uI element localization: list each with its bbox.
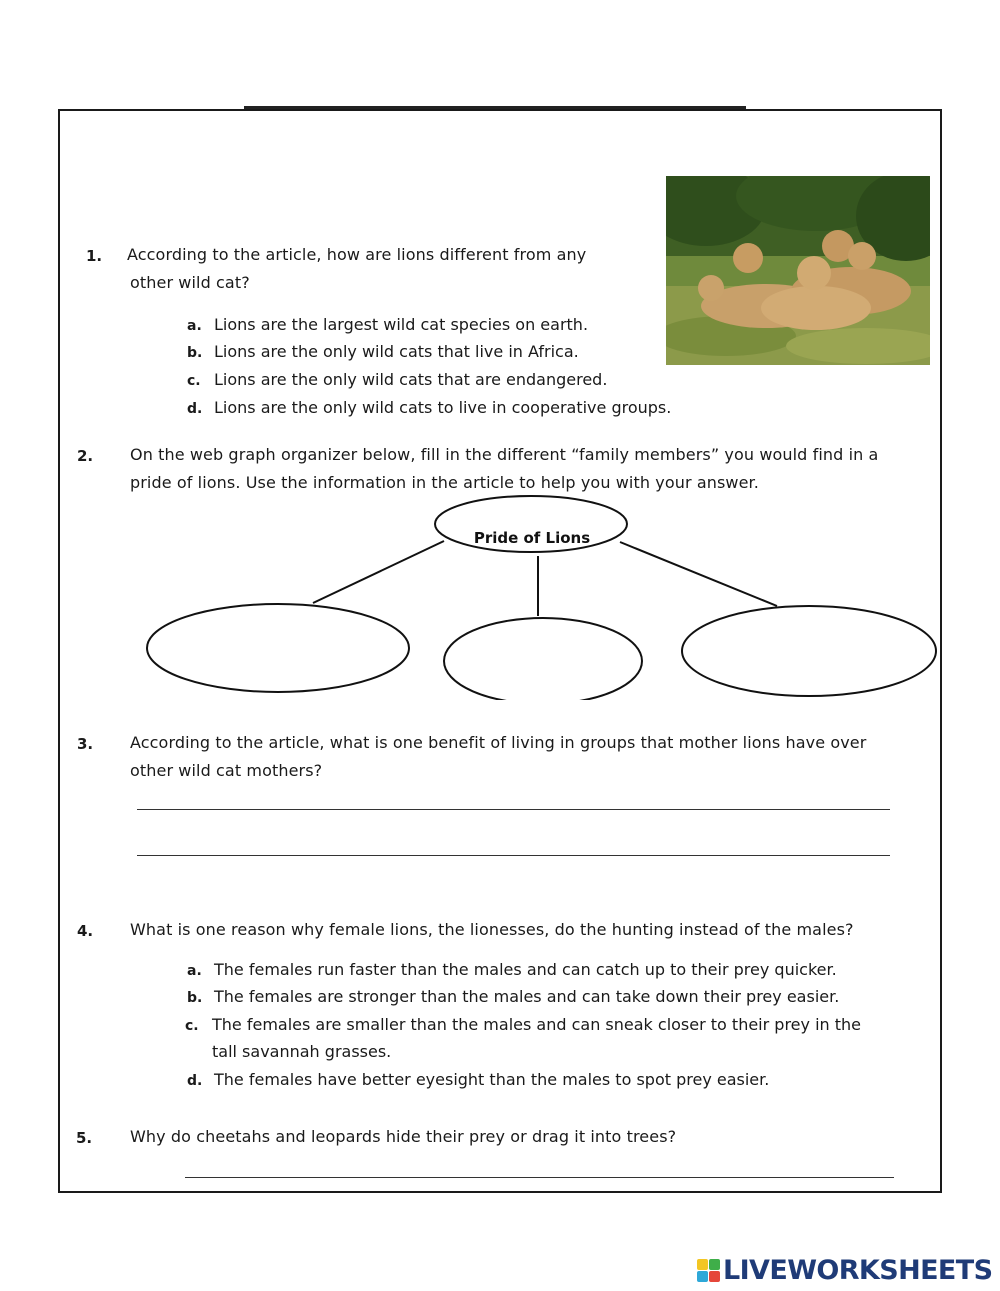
web-connector-left: [313, 541, 444, 603]
question-4-number: 4.: [77, 922, 94, 940]
q4-option-c[interactable]: [185, 1011, 861, 1040]
option-text: The females are smaller than the males and can sneak closer to their prey in the: [212, 1015, 861, 1034]
question-1-text-cont: other wild cat?: [130, 273, 250, 292]
question-2-text: On the web graph organizer below, fill in the different “family members” you would find in a: [130, 445, 879, 464]
question-1-text: According to the article, how are lions different from any: [127, 245, 587, 264]
option-text: Lions are the only wild cats that are endangered.: [214, 370, 608, 389]
option-letter: a.: [187, 963, 202, 979]
question-1-number: 1.: [86, 247, 103, 265]
web-answer-bubble-right[interactable]: [682, 606, 936, 696]
question-3-text-cont: other wild cat mothers?: [130, 761, 323, 780]
web-answer-bubble-left[interactable]: [147, 604, 409, 692]
option-letter: d.: [187, 1073, 203, 1089]
option-text: The females are stronger than the males and can take down their prey easier.: [214, 987, 840, 1006]
logo-icon: [697, 1259, 720, 1282]
question-3-number: 3.: [77, 735, 94, 753]
question-5-number: 5.: [76, 1129, 93, 1147]
q4-option-b[interactable]: [187, 983, 839, 1012]
liveworksheets-logo[interactable]: [697, 1253, 992, 1287]
web-connector-right: [620, 542, 777, 606]
option-letter: b.: [187, 990, 203, 1006]
lions-photo: [666, 176, 930, 365]
q1-option-b[interactable]: [187, 338, 579, 367]
web-answer-bubble-middle[interactable]: [444, 618, 642, 700]
logo-text: LIVEWORKSHEETS: [723, 1254, 993, 1286]
question-2-number: 2.: [77, 447, 94, 465]
option-letter: c.: [185, 1018, 199, 1034]
question-3-text: According to the article, what is one benefit of living in groups that mother lions have over: [130, 733, 867, 752]
q1-option-d[interactable]: [187, 394, 671, 423]
question-5-text: Why do cheetahs and leopards hide their prey or drag it into trees?: [130, 1127, 677, 1146]
option-letter: b.: [187, 345, 203, 361]
q4-option-c-continued: tall savannah grasses.: [212, 1042, 392, 1061]
option-text: The females run faster than the males and can catch up to their prey quicker.: [214, 960, 837, 979]
q1-option-c[interactable]: [187, 366, 607, 395]
answer-line-q3-2[interactable]: [137, 855, 890, 856]
q4-option-a[interactable]: [187, 956, 837, 985]
web-graph-organizer: [140, 495, 940, 700]
web-center-label: Pride of Lions: [473, 529, 591, 547]
answer-line-q3-1[interactable]: [137, 809, 890, 810]
option-text: Lions are the only wild cats to live in cooperative groups.: [214, 398, 672, 417]
question-4-text: What is one reason why female lions, the lionesses, do the hunting instead of the males?: [130, 920, 854, 939]
option-letter: d.: [187, 401, 203, 417]
option-text: Lions are the only wild cats that live in Africa.: [214, 342, 579, 361]
option-text: Lions are the largest wild cat species on earth.: [214, 315, 589, 334]
option-letter: c.: [187, 373, 201, 389]
answer-line-q5[interactable]: [185, 1177, 894, 1178]
option-text: The females have better eyesight than the males to spot prey easier.: [214, 1070, 770, 1089]
question-2-text-cont: pride of lions. Use the information in the article to help you with your answer.: [130, 473, 759, 492]
q1-option-a[interactable]: [187, 311, 588, 340]
q4-option-d[interactable]: [187, 1066, 769, 1095]
option-letter: a.: [187, 318, 202, 334]
